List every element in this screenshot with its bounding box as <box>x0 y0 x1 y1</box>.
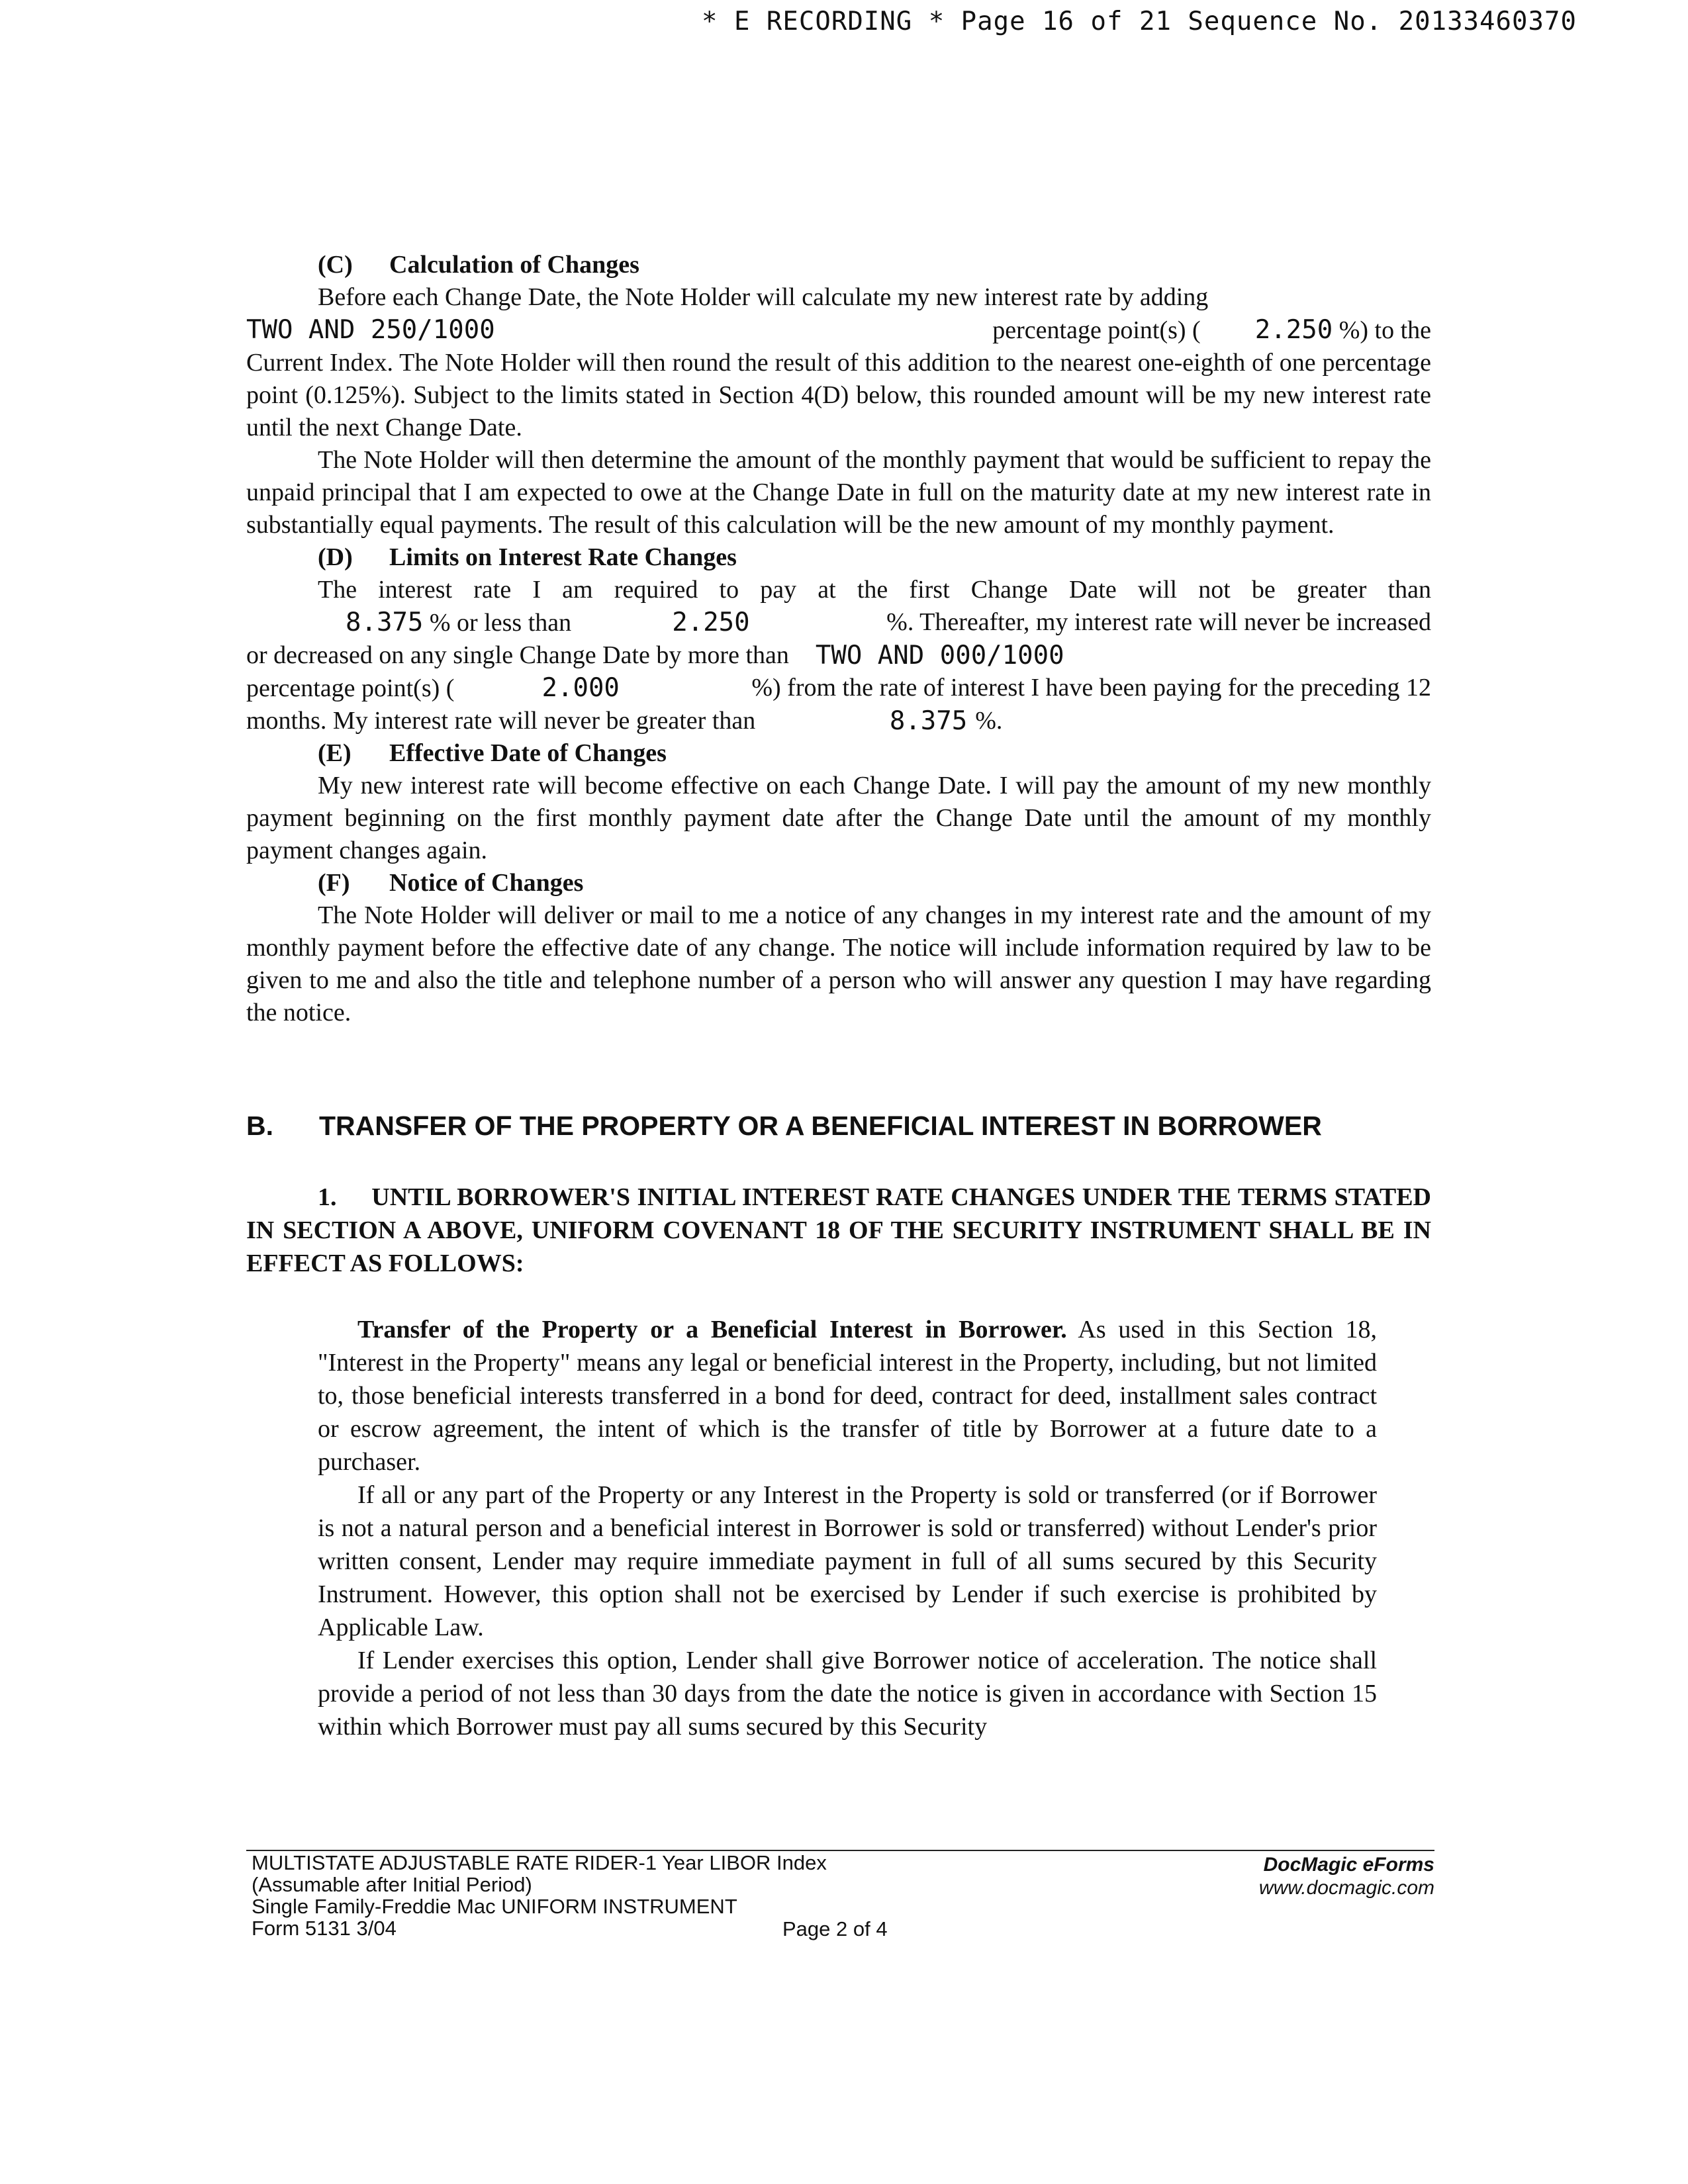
section-c-p1-rest: Current Index. The Note Holder will then round the result of this addition to the nearest one-eighth of one percentage point (0.125%). Subject to the limits stated in Section 4(D) below, this rounded amount will be my new interest rate until the next Change Date. <box>246 349 1431 441</box>
page-number: Page 2 of 4 <box>782 1917 888 1940</box>
section-d-line3 <box>246 639 1431 672</box>
section-c-p1-start: Before each Change Date, the Note Holder will calculate my new interest rate by adding <box>318 283 1209 311</box>
footer-line-2: (Assumable after Initial Period) <box>252 1873 532 1896</box>
less-than-text: % or less than <box>429 609 572 637</box>
item-1 <box>246 1181 1431 1280</box>
document-body <box>246 249 1431 1029</box>
margin-words: TWO AND 250/1000 <box>246 315 495 345</box>
section-b-heading <box>246 1111 1322 1142</box>
section-c-margin-line <box>246 314 1431 347</box>
preceding-text: %) from the rate of interest I have been paying for the preceding 12 <box>751 674 1431 702</box>
periodic-cap-value: 2.000 <box>541 673 620 703</box>
min-first-rate: 2.250 <box>672 608 750 637</box>
section-b-title: TRANSFER OF THE PROPERTY OR A BENEFICIAL INTEREST IN BORROWER <box>319 1111 1322 1141</box>
max-first-rate: 8.375 <box>346 608 424 637</box>
section-d-line1: The interest rate I am required to pay at the first Change Date will not be greater than <box>318 576 1431 604</box>
footer-line-3: Single Family-Freddie Mac UNIFORM INSTRUMENT <box>252 1895 737 1918</box>
section-c-label: (C) <box>318 251 353 279</box>
item-1-text: UNTIL BORROWER'S INITIAL INTEREST RATE CHANGES UNDER THE TERMS STATED IN SECTION A ABOVE, UNIFORM COVENANT 18 OF THE SECURITY INSTRUMENT SHALL BE IN EFFECT AS FOLLOWS: <box>246 1183 1431 1277</box>
section-b-label: B. <box>246 1111 273 1141</box>
section-d-title: Limits on Interest Rate Changes <box>389 543 737 571</box>
lifetime-max-rate: 8.375 <box>889 706 968 736</box>
periodic-cap-words: TWO AND 000/1000 <box>815 641 1064 670</box>
form-footer <box>252 1852 827 1939</box>
section-d-label: (D) <box>318 543 353 571</box>
section-f-text: The Note Holder will deliver or mail to me a notice of any changes in my interest rate and the amount of my monthly payment before the effective date of any change. The notice will include information required by law to be given to me and also the title and telephone number of a person who will answer any question I may have regarding the notice. <box>246 901 1431 1026</box>
periodic-pp-text: percentage point(s) ( <box>246 674 455 702</box>
margin-to-text: %) to the <box>1338 316 1431 344</box>
decreased-text: or decreased on any single Change Date by more than <box>246 641 789 669</box>
covenant-paragraph-1 <box>318 1313 1377 1479</box>
section-c-title: Calculation of Changes <box>389 251 639 279</box>
section-f-heading <box>246 867 1431 899</box>
section-d-line4 <box>246 672 1431 705</box>
section-c-heading <box>246 249 1431 281</box>
brand-block <box>1259 1853 1434 1899</box>
section-e-text: My new interest rate will become effective on each Change Date. I will pay the amount of my new monthly payment beginning on the first monthly payment date after the Change Date until the amount of my monthly payment changes again. <box>246 772 1431 864</box>
covenant-title: Transfer of the Property or a Beneficial Interest in Borrower. <box>357 1316 1067 1343</box>
covenant-p1-text: As used in this Section 18, "Interest in the Property" means any legal or beneficial interest in the Property, including, but not limited to, those beneficial interests transferred in a bond for deed, contract for deed, installment sales contract or escrow agreement, the intent of which is the transfer of title by Borrower at a future date to a purchaser. <box>318 1316 1377 1476</box>
margin-pp-text: percentage point(s) ( <box>992 316 1201 344</box>
section-f-title: Notice of Changes <box>389 869 584 897</box>
margin-value: 2.250 <box>1254 315 1333 345</box>
section-d-line2 <box>246 606 1431 639</box>
percent-text: %. <box>975 707 1003 735</box>
section-f-label: (F) <box>318 869 350 897</box>
never-greater-text: months. My interest rate will never be greater than <box>246 707 756 735</box>
section-e-heading <box>246 737 1431 770</box>
item-1-label: 1. <box>318 1183 337 1211</box>
covenant-paragraph-2: If all or any part of the Property or any Interest in the Property is sold or transferred (or if Borrower is not a natural person and a beneficial interest in Borrower is sold or transferred) without Lender's prior written consent, Lender may require immediate payment in full of all sums secured by this Security Instrument. However, this option shall not be exercised by Lender if such exercise is prohibited by Applicable Law. <box>318 1481 1377 1641</box>
covenant-18-block <box>318 1313 1377 1743</box>
footer-line-4: Form 5131 3/04 <box>252 1917 397 1940</box>
thereafter-text: %. Thereafter, my interest rate will never be increased <box>886 608 1431 636</box>
section-d-heading <box>246 541 1431 574</box>
footer-line-1: MULTISTATE ADJUSTABLE RATE RIDER-1 Year LIBOR Index <box>252 1851 827 1874</box>
section-e-title: Effective Date of Changes <box>389 739 667 767</box>
section-e-label: (E) <box>318 739 352 767</box>
recording-header: * E RECORDING * Page 16 of 21 Sequence No. 20133460370 <box>702 7 1577 36</box>
covenant-paragraph-3: If Lender exercises this option, Lender shall give Borrower notice of acceleration. The notice shall provide a period of not less than 30 days from the date the notice is given in accordance with Section 15 within which Borrower must pay all sums secured by this Security <box>318 1647 1377 1741</box>
section-c-p2: The Note Holder will then determine the amount of the monthly payment that would be sufficient to repay the unpaid principal that I am expected to owe at the Change Date in full on the maturity date at my new interest rate in substantially equal payments. The result of this calculation will be the new amount of my monthly payment. <box>246 446 1431 539</box>
brand-name: DocMagic eForms <box>1263 1854 1434 1876</box>
brand-url: www.docmagic.com <box>1258 1877 1434 1899</box>
section-d-line5 <box>246 705 1431 737</box>
